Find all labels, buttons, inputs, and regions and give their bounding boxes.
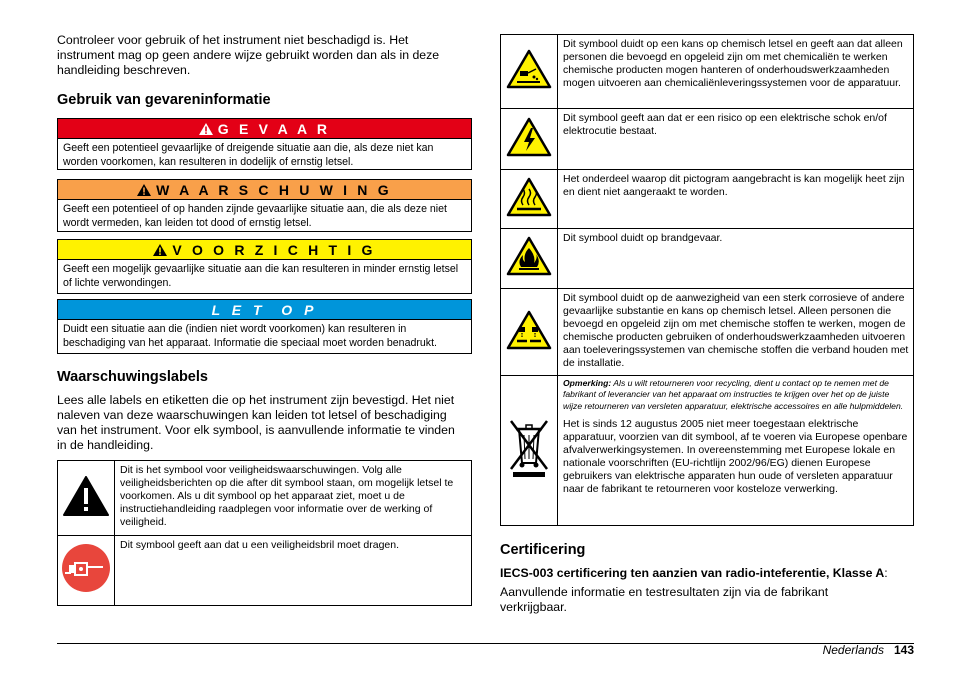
- icon-cell: [501, 170, 558, 229]
- symbol-description: Het onderdeel waarop dit pictogram aangebracht is kan mogelijk heet zijn en dient niet aangeraakt te worden.: [558, 170, 914, 229]
- danger-box: [57, 118, 472, 170]
- weee-crossed-bin-icon: [507, 417, 551, 479]
- table-row: [501, 376, 914, 526]
- safety-goggles-icon: [61, 543, 111, 593]
- notice-label: L E T O P: [211, 301, 318, 318]
- notice-text: Duidt een situatie aan die (indien niet wordt voorkomen) kan resulteren in beschadiging van het apparaat. Informatie die speciaal moet worden benadrukt.: [63, 323, 437, 349]
- symbol-description: Dit is het symbool voor veiligheidswaarschuwingen. Volg alle veiligheidsberichten op die after dit symbool staan, om mogelijk letsel te voorkomen. Als u dit symbool op het apparaat ziet, moet u de instructiehandleiding raadplegen voor informatie over de werking of veiligheid.: [115, 461, 472, 536]
- table-row: [58, 536, 472, 606]
- corrosive-icon: [506, 310, 552, 350]
- left-symbol-table: [57, 460, 472, 606]
- right-symbol-table: [500, 34, 914, 526]
- footer-language: Nederlands: [822, 643, 884, 657]
- cert-title-line: [500, 566, 914, 581]
- warning-header: [58, 180, 471, 200]
- warning-text: Geeft een potentieel of op handen zijnde gevaarlijke situatie aan, die als deze niet wordt vermeden, kan leiden tot dood of ernstig letsel.: [63, 203, 447, 229]
- page-footer: [823, 643, 914, 657]
- hazard-info-heading: Gebruik van gevareninformatie: [57, 92, 271, 108]
- table-row: [501, 109, 914, 170]
- symbol-description: Dit symbool duidt op de aanwezigheid van een sterk corrosieve of andere gevaarlijke substantie en kans op chemisch letsel. Alleen personen die bevoegd en opgeleid zijn om met chemische stoffen te werken, mogen de chemische producten gebruiken of onderhoudswerkzaamheden uitvoeren aan toeleveringssystemen van chemische stoffen die verband houden met de installatie.: [558, 289, 914, 376]
- danger-label: G E V A A R: [217, 120, 331, 137]
- symbol-description: Dit symbool duidt op brandgevaar.: [558, 229, 914, 289]
- note-label: Opmerking:: [563, 378, 612, 388]
- labels-intro-paragraph: Lees alle labels en etiketten die op het instrument zijn bevestigd. Het niet naleven van deze waarschuwingen kan leiden tot letsel of beschadiging van het instrument. Voor elk symbool, is aanvullende informatie te vinden in de handleiding.: [57, 393, 455, 452]
- warning-triangle-icon: [153, 244, 167, 256]
- icon-cell: [501, 229, 558, 289]
- note-text: Als u wilt retourneren voor recycling, dient u contact op te nemen met de fabrikant of leverancier van het apparaat om instructies te krijgen over het op de juiste wijze retourneren van versleten apparatuur, elektrische accessoires en alle hulpmiddelen.: [563, 378, 904, 411]
- table-row: [501, 289, 914, 376]
- weee-description: [558, 376, 914, 526]
- table-row: [58, 461, 472, 536]
- icon-cell: [58, 461, 115, 536]
- caution-label: V O O R Z I C H T I G: [172, 241, 376, 258]
- warning-triangle-icon: [137, 184, 151, 196]
- table-row: [501, 229, 914, 289]
- hot-surface-icon: [506, 177, 552, 217]
- caution-text: Geeft een mogelijk gevaarlijke situatie aan die kan resulteren in minder ernstig letsel of lichte verwondingen.: [63, 263, 459, 289]
- caution-box: [57, 239, 472, 294]
- general-warning-icon: [63, 476, 109, 516]
- icon-cell: [501, 109, 558, 170]
- page-number: 143: [893, 643, 914, 657]
- weee-note: [563, 378, 909, 412]
- icon-cell: [58, 536, 115, 606]
- danger-header: [58, 119, 471, 139]
- cert-colon: :: [884, 566, 888, 580]
- footer-rule: [57, 643, 914, 644]
- icon-cell: [501, 289, 558, 376]
- electrical-shock-icon: [506, 117, 552, 157]
- icon-cell: [501, 35, 558, 109]
- chemical-hazard-icon: [506, 49, 552, 89]
- cert-text: Aanvullende informatie en testresultaten zijn via de fabrikant verkrijgbaar.: [500, 585, 829, 614]
- intro-paragraph: Controleer voor gebruik of het instrument niet beschadigd is. Het instrument mag op geen andere wijze gebruikt worden dan als in deze handleiding beschreven.: [57, 33, 440, 77]
- certification-heading: Certificering: [500, 542, 586, 558]
- icon-cell: [501, 376, 558, 526]
- warning-box: [57, 179, 472, 232]
- notice-box: [57, 299, 472, 354]
- symbol-description: Dit symbool duidt op een kans op chemisch letsel en geeft aan dat alleen personen die bevoegd en opgeleid zijn om met chemicaliën te werken chemische producten mogen hanteren of onderhoudswerkzaamheden mogen uitvoeren aan chemicaliënleveringssystemen voor de apparatuur.: [558, 35, 914, 109]
- symbol-description: Dit symbool geeft aan dat u een veiligheidsbril moet dragen.: [115, 536, 472, 606]
- notice-header: [58, 300, 471, 320]
- caution-header: [58, 240, 471, 260]
- cert-bold: IECS-003 certificering ten aanzien van radio-inteferentie, Klasse A: [500, 566, 885, 580]
- danger-text: Geeft een potentieel gevaarlijke of dreigende situatie aan die, als deze niet kan worden voorkomen, kan resulteren in dodelijk of ernstig letsel.: [63, 142, 434, 168]
- table-row: [501, 35, 914, 109]
- warning-triangle-icon: [199, 123, 213, 135]
- weee-text: Het is sinds 12 augustus 2005 niet meer toegestaan elektrische apparatuur, voorzien van dit symbool, af te voeren via Europese openbare afvalverwerkingsystemen. In overeenstemming met Europese lokale en nationale voorschriften (EU-richtlijn 2002/96/EG) dienen Europese gebruikers van elektrische apparaten hun oude of versleten apparatuur naar de fabrikant te retourneren voor kosteloze verwerking.: [563, 417, 908, 495]
- fire-hazard-icon: [506, 236, 552, 276]
- warning-label: W A A R S C H U W I N G: [156, 181, 392, 198]
- table-row: [501, 170, 914, 229]
- symbol-description: Dit symbool geeft aan dat er een risico op een elektrische schok en/of elektrocutie bestaat.: [558, 109, 914, 170]
- labels-heading: Waarschuwingslabels: [57, 369, 208, 385]
